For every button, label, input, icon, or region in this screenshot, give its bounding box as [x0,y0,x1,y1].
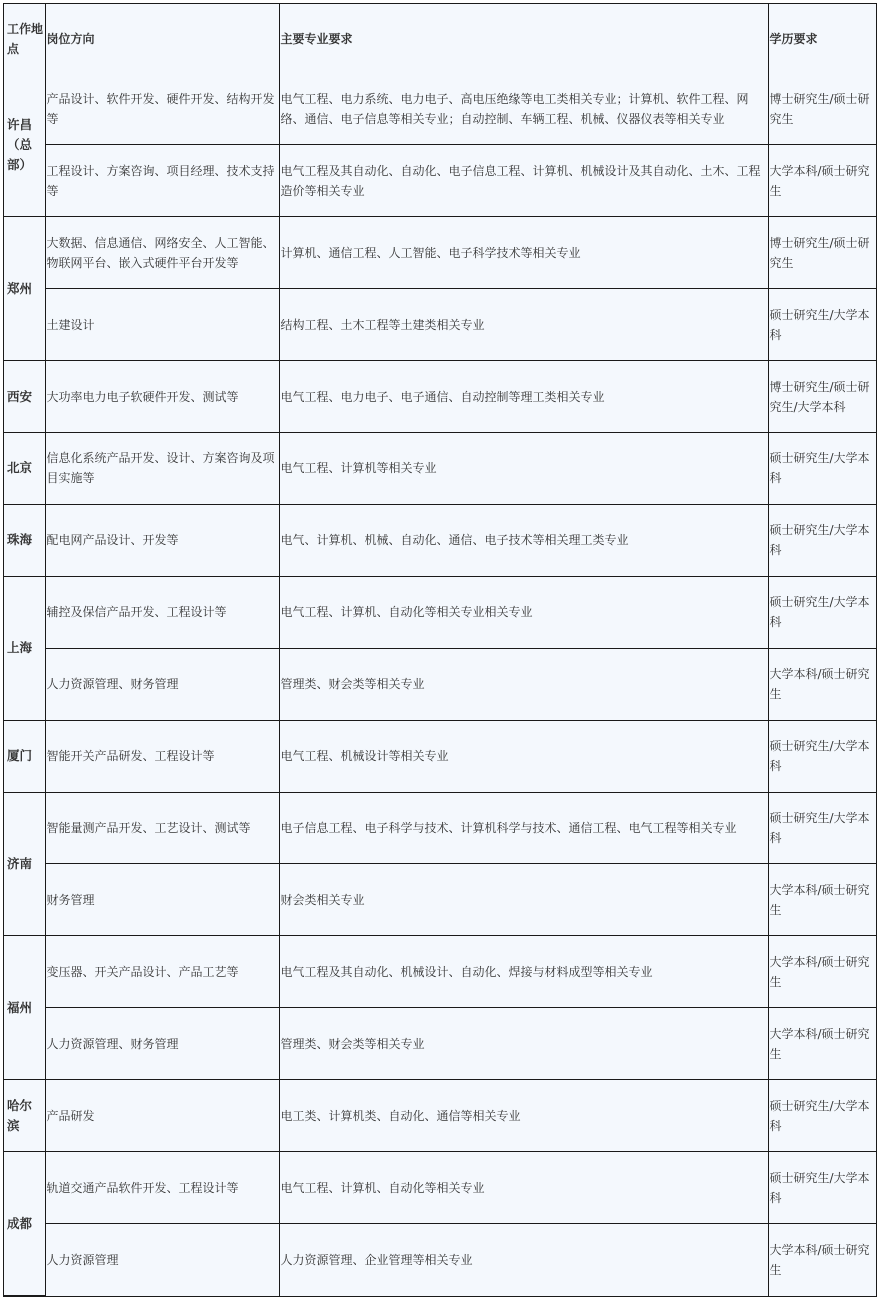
education-cell: 硕士研究生/大学本科 [768,720,876,792]
location-cell: 上海 [4,576,45,720]
major-cell: 电气工程、机械设计等相关专业 [279,720,768,792]
education-cell: 硕士研究生/大学本科 [768,1080,876,1152]
position-cell: 大功率电力电子软硬件开发、测试等 [45,361,279,433]
position-cell: 人力资源管理 [45,1224,279,1296]
education-cell: 大学本科/硕士研究生 [768,1008,876,1080]
position-cell: 信息化系统产品开发、设计、方案咨询及项目实施等 [45,433,279,505]
major-cell: 管理类、财会类等相关专业 [279,648,768,720]
table-row [4,217,876,289]
education-cell: 大学本科/硕士研究生 [768,864,876,936]
table-row [4,576,876,648]
major-cell: 计算机、通信工程、人工智能、电子科学技术等相关专业 [279,217,768,289]
location-cell: 西安 [4,361,45,433]
major-cell: 电气、计算机、机械、自动化、通信、电子技术等相关理工类专业 [279,504,768,576]
education-cell: 博士研究生/硕士研究生/大学本科 [768,361,876,433]
location-cell: 郑州 [4,217,45,361]
position-cell: 智能开关产品研发、工程设计等 [45,720,279,792]
position-cell: 配电网产品设计、开发等 [45,504,279,576]
table-row [4,289,876,361]
education-cell: 硕士研究生/大学本科 [768,433,876,505]
header-position: 岗位方向 [45,4,279,73]
position-cell: 大数据、信息通信、网络安全、人工智能、物联网平台、嵌入式硬件平台开发等 [45,217,279,289]
major-cell: 电气工程、计算机、自动化等相关专业相关专业 [279,576,768,648]
major-cell: 结构工程、土木工程等土建类相关专业 [279,289,768,361]
recruitment-table-container [3,3,877,1297]
header-location: 工作地点 [4,4,45,73]
table-row [4,73,876,145]
location-cell: 济南 [4,792,45,936]
education-cell: 大学本科/硕士研究生 [768,145,876,217]
recruitment-table [4,4,876,1296]
position-cell: 轨道交通产品软件开发、工程设计等 [45,1152,279,1224]
major-cell: 电气工程、电力电子、电子通信、自动控制等理工类相关专业 [279,361,768,433]
table-row [4,1152,876,1224]
major-cell: 电气工程及其自动化、自动化、电子信息工程、计算机、机械设计及其自动化、土木、工程造价等相关专业 [279,145,768,217]
major-cell: 电气工程、计算机等相关专业 [279,433,768,505]
education-cell: 硕士研究生/大学本科 [768,792,876,864]
table-row [4,936,876,1008]
table-body [4,73,876,1296]
location-cell: 厦门 [4,720,45,792]
table-row [4,1224,876,1296]
table-row [4,792,876,864]
position-cell: 土建设计 [45,289,279,361]
table-row [4,864,876,936]
major-cell: 电工类、计算机类、自动化、通信等相关专业 [279,1080,768,1152]
table-row [4,361,876,433]
table-row [4,720,876,792]
location-cell: 成都 [4,1152,45,1296]
education-cell: 硕士研究生/大学本科 [768,504,876,576]
major-cell: 电气工程、计算机、自动化等相关专业 [279,1152,768,1224]
position-cell: 财务管理 [45,864,279,936]
education-cell: 硕士研究生/大学本科 [768,289,876,361]
location-cell: 福州 [4,936,45,1080]
table-row [4,145,876,217]
location-cell: 许昌（总部） [4,73,45,217]
location-cell: 珠海 [4,504,45,576]
location-cell: 哈尔滨 [4,1080,45,1152]
table-row [4,433,876,505]
header-row [4,4,876,73]
table-row [4,1080,876,1152]
position-cell: 变压器、开关产品设计、产品工艺等 [45,936,279,1008]
position-cell: 产品研发 [45,1080,279,1152]
position-cell: 工程设计、方案咨询、项目经理、技术支持等 [45,145,279,217]
education-cell: 大学本科/硕士研究生 [768,1224,876,1296]
position-cell: 人力资源管理、财务管理 [45,648,279,720]
major-cell: 管理类、财会类等相关专业 [279,1008,768,1080]
major-cell: 电子信息工程、电子科学与技术、计算机科学与技术、通信工程、电气工程等相关专业 [279,792,768,864]
major-cell: 财会类相关专业 [279,864,768,936]
position-cell: 智能量测产品开发、工艺设计、测试等 [45,792,279,864]
position-cell: 产品设计、软件开发、硬件开发、结构开发等 [45,73,279,145]
header-major: 主要专业要求 [279,4,768,73]
major-cell: 电气工程、电力系统、电力电子、高电压绝缘等电工类相关专业；计算机、软件工程、网络、通信、电子信息等相关专业；自动控制、车辆工程、机械、仪器仪表等相关专业 [279,73,768,145]
education-cell: 硕士研究生/大学本科 [768,1152,876,1224]
table-row [4,648,876,720]
location-cell: 北京 [4,433,45,505]
table-row [4,1008,876,1080]
position-cell: 辅控及保信产品开发、工程设计等 [45,576,279,648]
header-education: 学历要求 [768,4,876,73]
major-cell: 人力资源管理、企业管理等相关专业 [279,1224,768,1296]
education-cell: 博士研究生/硕士研究生 [768,217,876,289]
education-cell: 博士研究生/硕士研究生 [768,73,876,145]
position-cell: 人力资源管理、财务管理 [45,1008,279,1080]
education-cell: 硕士研究生/大学本科 [768,576,876,648]
table-row [4,504,876,576]
education-cell: 大学本科/硕士研究生 [768,936,876,1008]
major-cell: 电气工程及其自动化、机械设计、自动化、焊接与材料成型等相关专业 [279,936,768,1008]
education-cell: 大学本科/硕士研究生 [768,648,876,720]
